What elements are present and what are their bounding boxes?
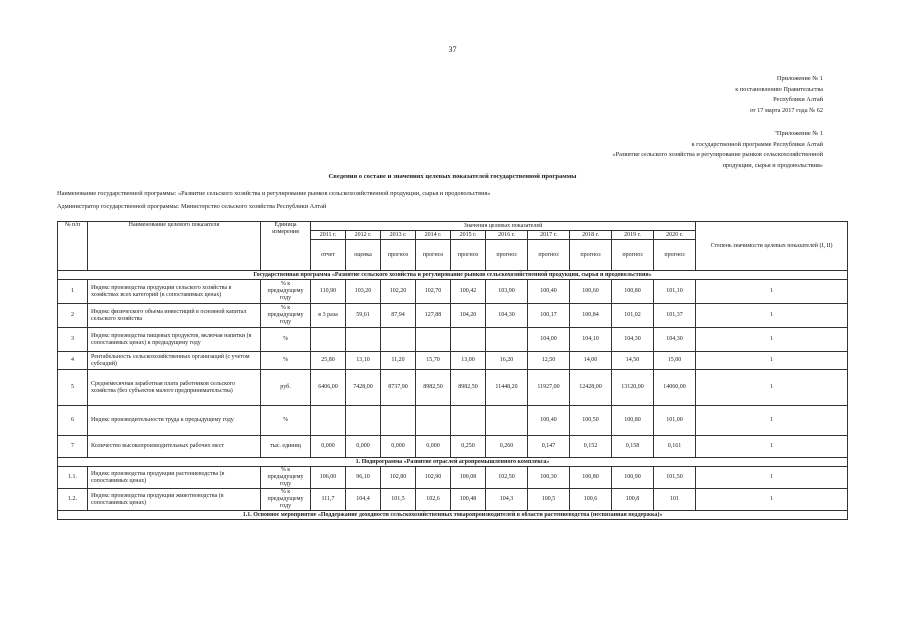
header-value-type: отчет: [311, 240, 346, 271]
value-cell: [416, 406, 451, 436]
header-number: № п/п: [58, 222, 88, 271]
row-number: 2: [58, 304, 88, 328]
value-cell: 25,80: [311, 352, 346, 370]
header-year: 2018 г.: [570, 231, 612, 240]
table-row: [58, 436, 848, 458]
row-number: 3: [58, 328, 88, 352]
header-indicator-name: Наименование целевого показателя: [88, 222, 261, 271]
value-cell: 15,70: [416, 352, 451, 370]
value-cell: 15,00: [654, 352, 696, 370]
program-appendix-block: [612, 129, 823, 171]
row-number: 1.2.: [58, 489, 88, 511]
program-appendix-line: «Развитие сельского хозяйства и регулирование рынков сельскохозяйственной: [612, 151, 823, 158]
row-number: 6: [58, 406, 88, 436]
header-value-type: прогноз: [486, 240, 528, 271]
value-cell: 12,50: [528, 352, 570, 370]
value-cell: [451, 406, 486, 436]
value-cell: 12428,00: [570, 370, 612, 406]
row-number: 5: [58, 370, 88, 406]
header-year: 2014 г.: [416, 231, 451, 240]
value-cell: 104,4: [346, 489, 381, 511]
table-row: [58, 352, 848, 370]
table-row: [58, 280, 848, 304]
value-cell: 100,80: [570, 467, 612, 489]
header-year: 2016 г.: [486, 231, 528, 240]
row-number: 4: [58, 352, 88, 370]
importance-cell: 1: [696, 328, 848, 352]
section-title: Государственная программа «Развитие сельского хозяйства и регулирование рынков сельскохозяйственной продукции, сырья и продовольствия»: [58, 271, 848, 280]
header-value-type: прогноз: [612, 240, 654, 271]
value-cell: 0,250: [451, 436, 486, 458]
value-cell: 103,20: [346, 280, 381, 304]
value-cell: 11,20: [381, 352, 416, 370]
value-cell: 100,30: [528, 467, 570, 489]
value-cell: 104,00: [528, 328, 570, 352]
value-cell: [416, 328, 451, 352]
value-cell: 13120,00: [612, 370, 654, 406]
value-cell: 0,147: [528, 436, 570, 458]
value-cell: в 3 раза: [311, 304, 346, 328]
value-cell: 101,50: [654, 467, 696, 489]
indicator-name: Индекс производства продукции животноводства (в сопоставимых ценах): [88, 489, 261, 511]
value-cell: 100,08: [451, 467, 486, 489]
value-cell: 102,20: [381, 280, 416, 304]
value-cell: 104,30: [654, 328, 696, 352]
value-cell: 104,30: [612, 328, 654, 352]
unit-cell: руб.: [261, 370, 311, 406]
value-cell: 0,260: [486, 436, 528, 458]
section-title: 1. Подпрограмма «Развитие отраслей агропромышленного комплекса»: [58, 458, 848, 467]
value-cell: 101: [654, 489, 696, 511]
appendix-line: Приложение № 1: [776, 75, 823, 82]
header-values-group: Значения целевых показателей: [311, 222, 696, 231]
value-cell: 104,20: [451, 304, 486, 328]
value-cell: 100,6: [570, 489, 612, 511]
value-cell: 102,80: [381, 467, 416, 489]
importance-cell: 1: [696, 406, 848, 436]
value-cell: 100,84: [570, 304, 612, 328]
value-cell: 6406,00: [311, 370, 346, 406]
header-importance: Степень значимости целевых показателей (I, II): [696, 222, 848, 271]
header-year: 2019 г.: [612, 231, 654, 240]
value-cell: [311, 406, 346, 436]
value-cell: 101,02: [612, 304, 654, 328]
value-cell: 14,00: [570, 352, 612, 370]
value-cell: 102,6: [416, 489, 451, 511]
value-cell: 59,61: [346, 304, 381, 328]
table-row: [58, 328, 848, 352]
value-cell: 14,50: [612, 352, 654, 370]
value-cell: 16,20: [486, 352, 528, 370]
header-year: 2011 г.: [311, 231, 346, 240]
header-year: 2013 г.: [381, 231, 416, 240]
value-cell: 0,158: [612, 436, 654, 458]
header-value-type: оценка: [346, 240, 381, 271]
value-cell: 11927,00: [528, 370, 570, 406]
value-cell: 0,000: [381, 436, 416, 458]
value-cell: 102,70: [416, 280, 451, 304]
importance-cell: 1: [696, 370, 848, 406]
value-cell: 101,00: [654, 406, 696, 436]
value-cell: 8982,50: [416, 370, 451, 406]
header-value-type: прогноз: [654, 240, 696, 271]
header-year: 2017 г.: [528, 231, 570, 240]
value-cell: 104,3: [486, 489, 528, 511]
program-appendix-line: "Приложение № 1: [774, 130, 823, 137]
value-cell: 103,90: [486, 280, 528, 304]
value-cell: 13,10: [346, 352, 381, 370]
unit-cell: %: [261, 406, 311, 436]
value-cell: 96,10: [346, 467, 381, 489]
importance-cell: 1: [696, 489, 848, 511]
appendix-line: Республики Алтай: [773, 96, 823, 103]
unit-cell: тыс. единиц: [261, 436, 311, 458]
value-cell: 14060,00: [654, 370, 696, 406]
value-cell: 101,10: [654, 280, 696, 304]
value-cell: 100,5: [528, 489, 570, 511]
unit-cell: % к предыдущему году: [261, 304, 311, 328]
value-cell: [381, 328, 416, 352]
value-cell: 111,7: [311, 489, 346, 511]
indicator-name: Количество высокопроизводительных рабочих мест: [88, 436, 261, 458]
value-cell: 100,90: [612, 467, 654, 489]
table-body: [58, 271, 848, 520]
header-value-type: прогноз: [451, 240, 486, 271]
appendix-line: к постановлению Правительства: [735, 85, 823, 93]
value-cell: 0,161: [654, 436, 696, 458]
value-cell: 106,00: [311, 467, 346, 489]
value-cell: 100,40: [528, 406, 570, 436]
document-title: Сведения о составе и значениях целевых показателей государственной программы: [328, 173, 577, 180]
value-cell: 101,37: [654, 304, 696, 328]
header-value-type: прогноз: [381, 240, 416, 271]
value-cell: 101,5: [381, 489, 416, 511]
value-cell: 100,8: [612, 489, 654, 511]
importance-cell: 1: [696, 280, 848, 304]
table-row: [58, 370, 848, 406]
importance-cell: 1: [696, 352, 848, 370]
row-number: 1.1.: [58, 467, 88, 489]
value-cell: 100,60: [570, 280, 612, 304]
section-row: [58, 458, 848, 467]
value-cell: 100,17: [528, 304, 570, 328]
table-row: [58, 406, 848, 436]
value-cell: 8737,90: [381, 370, 416, 406]
value-cell: 104,10: [570, 328, 612, 352]
value-cell: 100,80: [612, 280, 654, 304]
header-unit: Единица измерения: [261, 222, 311, 271]
value-cell: 102,50: [486, 467, 528, 489]
unit-cell: % к предыдущему году: [261, 280, 311, 304]
importance-cell: 1: [696, 467, 848, 489]
header-value-type: прогноз: [416, 240, 451, 271]
unit-cell: %: [261, 328, 311, 352]
header-value-type: прогноз: [570, 240, 612, 271]
program-appendix-line: к государственной программе Республики Алтай: [691, 140, 823, 148]
indicator-name: Индекс физического объема инвестиций в основной капитал сельского хозяйства: [88, 304, 261, 328]
value-cell: 100,40: [528, 280, 570, 304]
table-row: [58, 489, 848, 511]
header-year: 2015 г.: [451, 231, 486, 240]
section-title: 1.1. Основное мероприятие «Поддержание доходности сельскохозяйственных товаропроизводителей в области растениеводства (несвязанная поддержка)»: [58, 511, 848, 520]
section-row: [58, 271, 848, 280]
page-number: 37: [448, 45, 457, 54]
value-cell: [486, 406, 528, 436]
value-cell: 0,000: [311, 436, 346, 458]
indicator-name: Рентабельность сельскохозяйственных организаций (с учетом субсидий): [88, 352, 261, 370]
table-row: [58, 304, 848, 328]
value-cell: 7428,00: [346, 370, 381, 406]
indicator-name: Индекс производства пищевых продуктов, включая напитки (в сопоставимых ценах) к предыдущему году: [88, 328, 261, 352]
value-cell: 100,42: [451, 280, 486, 304]
section-row: [58, 511, 848, 520]
value-cell: [311, 328, 346, 352]
indicator-name: Среднемесячная заработная плата работников сельского хозяйства (без субъектов малого предпринимательства): [88, 370, 261, 406]
value-cell: 11448,20: [486, 370, 528, 406]
row-number: 1: [58, 280, 88, 304]
table-header: [58, 222, 848, 271]
value-cell: 104,30: [486, 304, 528, 328]
header-year: 2012 г.: [346, 231, 381, 240]
unit-cell: % к предыдущему году: [261, 489, 311, 511]
value-cell: [381, 406, 416, 436]
value-cell: 100,48: [451, 489, 486, 511]
value-cell: 0,000: [416, 436, 451, 458]
indicator-name: Индекс производства продукции растениеводства (в сопоставимых ценах): [88, 467, 261, 489]
value-cell: 0,000: [346, 436, 381, 458]
value-cell: 127,88: [416, 304, 451, 328]
value-cell: [346, 406, 381, 436]
indicator-name: Индекс производительности труда к предыдущему году: [88, 406, 261, 436]
value-cell: 0,152: [570, 436, 612, 458]
appendix-line: от 17 марта 2017 года № 62: [749, 106, 823, 114]
appendix-block: [735, 74, 823, 116]
value-cell: 13,00: [451, 352, 486, 370]
value-cell: [346, 328, 381, 352]
indicator-name: Индекс производства продукции сельского хозяйства в хозяйствах всех категорий (в сопоставимых ценах): [88, 280, 261, 304]
importance-cell: 1: [696, 304, 848, 328]
program-appendix-line: продукции, сырья и продовольствия»: [722, 161, 823, 169]
value-cell: 87,94: [381, 304, 416, 328]
program-name: Наименование государственной программы: «Развитие сельского хозяйства и регулирование рынков сельскохозяйственной продукции, сырья и продовольствия»: [57, 190, 491, 197]
unit-cell: % к предыдущему году: [261, 467, 311, 489]
row-number: 7: [58, 436, 88, 458]
program-administrator: Администратор государственной программы: Министерство сельского хозяйства Республики Алтай: [57, 203, 327, 210]
value-cell: [451, 328, 486, 352]
table-row: [58, 467, 848, 489]
header-value-type: прогноз: [528, 240, 570, 271]
value-cell: 100,80: [612, 406, 654, 436]
value-cell: 110,90: [311, 280, 346, 304]
value-cell: 100,50: [570, 406, 612, 436]
value-cell: 102,90: [416, 467, 451, 489]
unit-cell: %: [261, 352, 311, 370]
indicators-table: [57, 221, 848, 520]
value-cell: [486, 328, 528, 352]
value-cell: 8982,50: [451, 370, 486, 406]
importance-cell: 1: [696, 436, 848, 458]
header-year: 2020 г.: [654, 231, 696, 240]
